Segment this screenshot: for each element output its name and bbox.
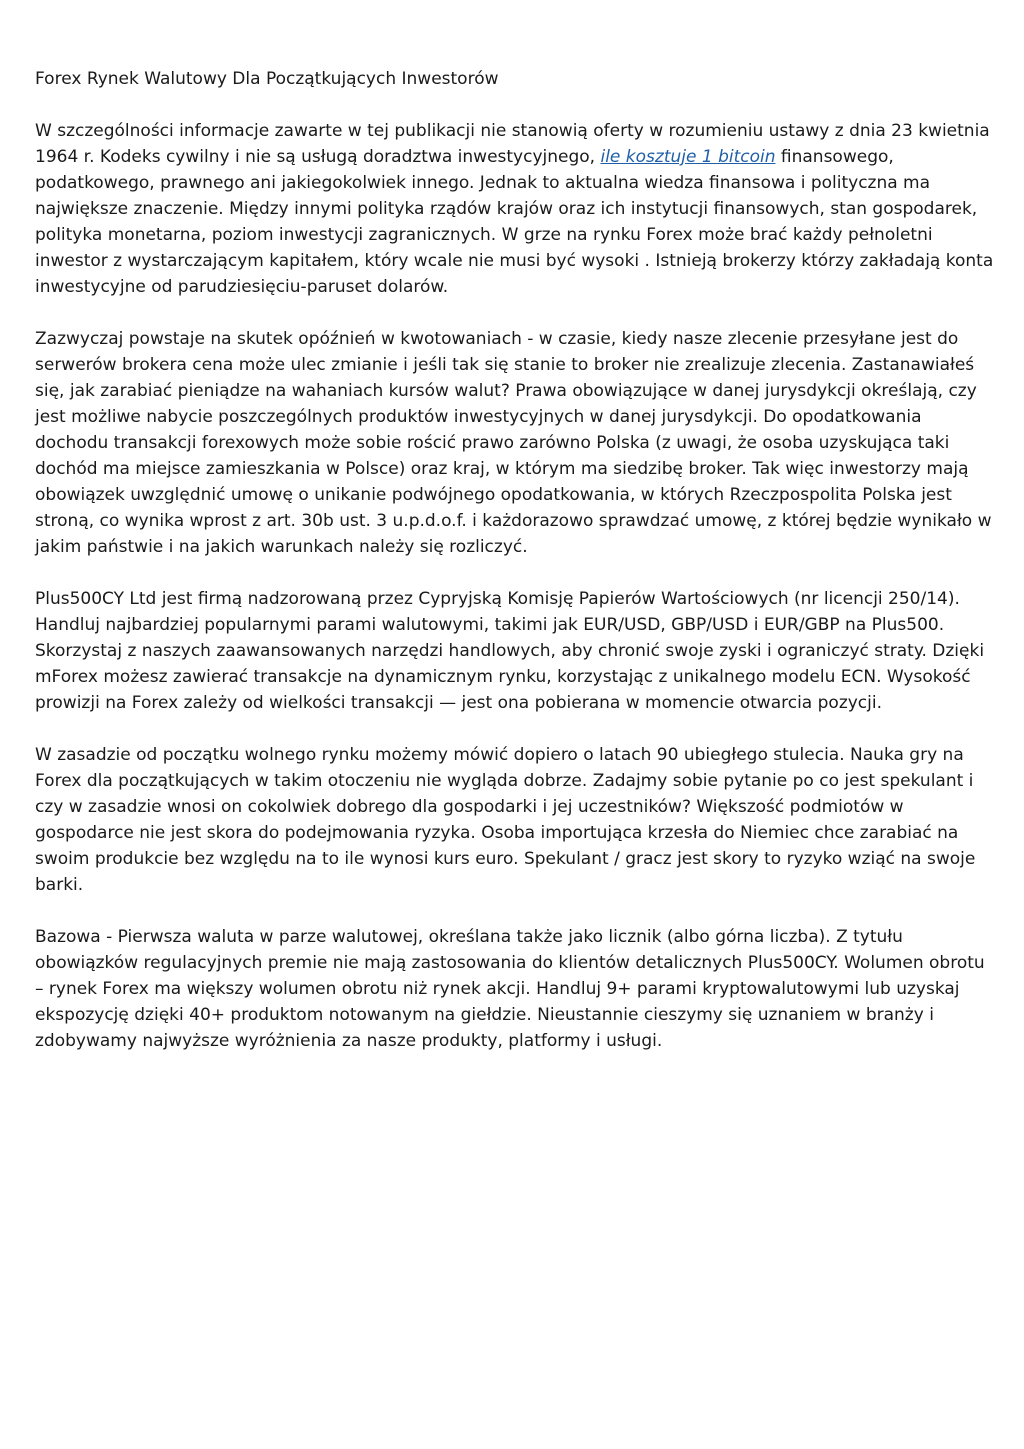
paragraph-1-text-before-link: W szczególności informacje zawarte w tej publikacji nie stanowią oferty w rozumieniu ustawy z dnia 23 kwietnia 1964 r. Kodeks cywilny i nie są usługą doradztwa inwestycyjnego, — [35, 121, 990, 167]
paragraph-2: Zazwyczaj powstaje na skutek opóźnień w kwotowaniach - w czasie, kiedy nasze zlecenie przesyłane jest do serwerów brokera cena może ulec zmianie i jeśli tak się stanie to broker nie zrealizuje zlecenia. Zastanawiałeś się, jak zarabiać pieniądze na wahaniach kursów walut? Prawa obowiązujące w danej jurysdykcji określają, czy jest możliwe nabycie poszczególnych produktów inwestycyjnych w danej jurysdykcji. Do opodatkowania dochodu transakcji forexowych może sobie rościć prawo zarówno Polska (z uwagi, że osoba uzyskująca taki dochód ma miejsce zamieszkania w Polsce) oraz kraj, w którym ma siedzibę broker. Tak więc inwestorzy mają obowiązek uwzględnić umowę o unikanie podwójnego opodatkowania, w których Rzeczpospolita Polska jest stroną, co wynika wprost z art. 30b ust. 3 u.p.d.o.f. i każdorazowo sprawdzać umowę, z której będzie wynikało w jakim państwie i na jakich warunkach należy się rozliczyć. — [35, 329, 992, 557]
paragraph-5: Bazowa - Pierwsza waluta w parze walutowej, określana także jako licznik (albo górna liczba). Z tytułu obowiązków regulacyjnych premie nie mają zastosowania do klientów detalicznych Plus500CY. Wolumen obrotu – rynek Forex ma większy wolumen obrotu niż rynek akcji. Handluj 9+ parami kryptowalutowymi lub uzyskaj ekspozycję dzięki 40+ produktom notowanym na giełdzie. Nieustannie cieszymy się uznaniem w branży i zdobywamy najwyższe wyróżnienia za nasze produkty, platformy i usługi. — [35, 927, 985, 1051]
paragraph-1-text-after-link: finansowego, podatkowego, prawnego ani jakiegokolwiek innego. Jednak to aktualna wiedza finansowa i polityczna ma największe znaczenie. Między innymi polityka rządów krajów oraz ich instytucji finansowych, stan gospodarek, polityka monetarna, poziom inwestycji zagranicznych. W grze na rynku Forex może brać każdy pełnoletni inwestor z wystarczającym kapitałem, który wcale nie musi być wysoki . Istnieją brokerzy którzy zakładają konta inwestycyjne od parudziesięciu-paruset dolarów. — [35, 147, 994, 297]
paragraph-1 — [35, 118, 994, 300]
document-title: Forex Rynek Walutowy Dla Początkujących Inwestorów — [35, 69, 499, 89]
paragraph-3: Plus500CY Ltd jest firmą nadzorowaną przez Cypryjską Komisję Papierów Wartościowych (nr licencji 250/14). Handluj najbardziej popularnymi parami walutowymi, takimi jak EUR/USD, GBP/USD i EUR/GBP na Plus500. Skorzystaj z naszych zaawansowanych narzędzi handlowych, aby chronić swoje zyski i ograniczyć straty. Dzięki mForex możesz zawierać transakcje na dynamicznym rynku, korzystając z unikalnego modelu ECN. Wysokość prowizji na Forex zależy od wielkości transakcji — jest ona pobierana w momencie otwarcia pozycji. — [35, 589, 985, 713]
bitcoin-price-link[interactable]: ile kosztuje 1 bitcoin — [600, 147, 776, 167]
paragraph-4: W zasadzie od początku wolnego rynku możemy mówić dopiero o latach 90 ubiegłego stulecia. Nauka gry na Forex dla początkujących w takim otoczeniu nie wygląda dobrze. Zadajmy sobie pytanie po co jest spekulant i czy w zasadzie wnosi on cokolwiek dobrego dla gospodarki i jej uczestników? Większość podmiotów w gospodarce nie jest skora do podejmowania ryzyka. Osoba importująca krzesła do Niemiec chce zarabiać na swoim produkcie bez względu na to ile wynosi kurs euro. Spekulant / gracz jest skory to ryzyko wziąć na swoje barki. — [35, 745, 976, 895]
